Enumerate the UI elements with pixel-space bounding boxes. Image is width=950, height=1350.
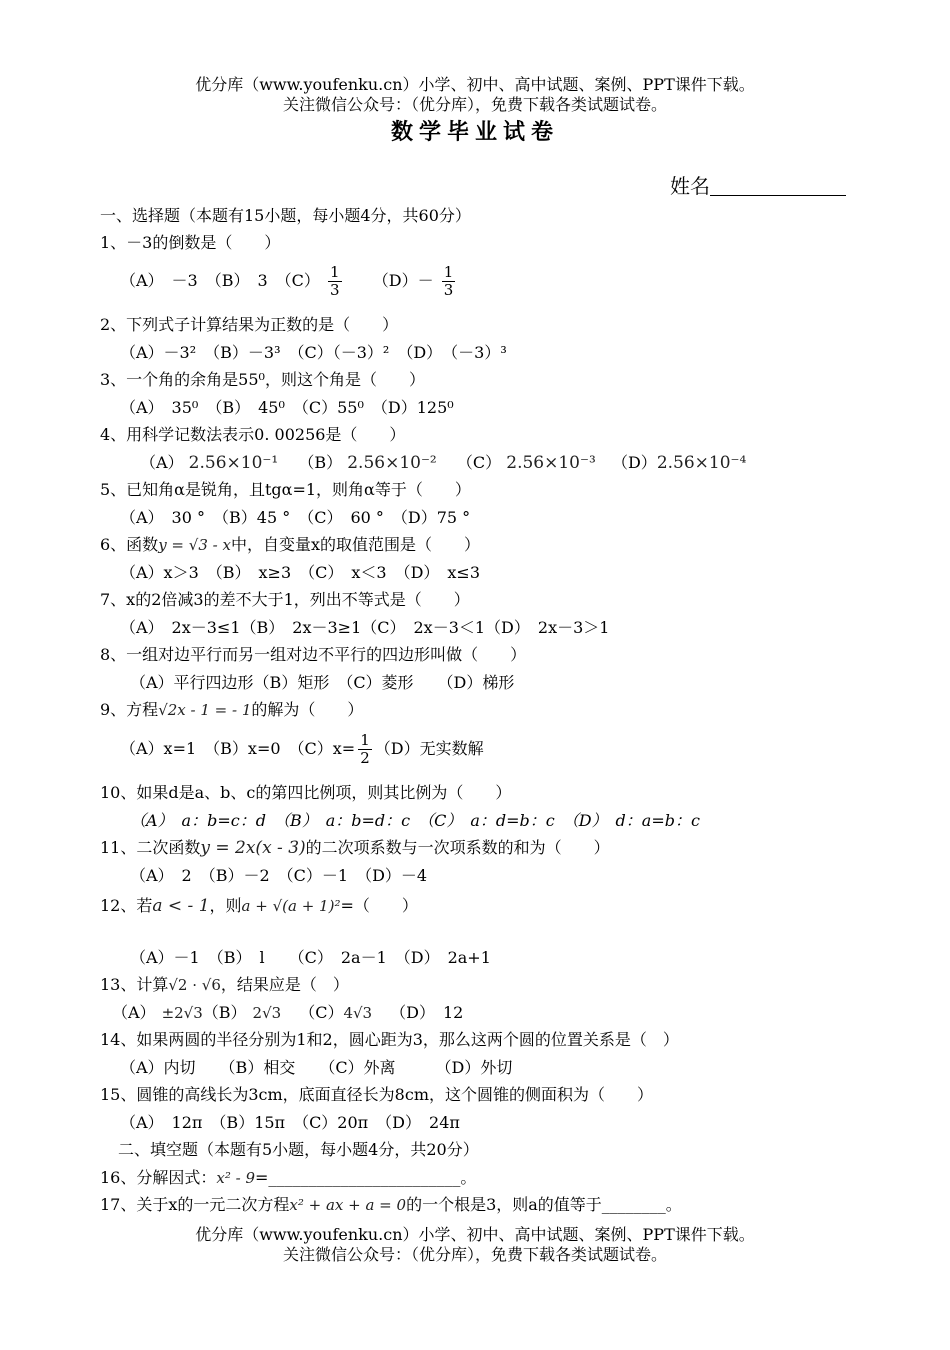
q15-options: （A） 12π （B）15π （C）20π （D） 24π <box>120 1113 460 1132</box>
q6-stem: 6、函数y = √3 - x中，自变量x的取值范围是（ ） <box>100 535 480 554</box>
name-label: 姓名 <box>670 174 710 198</box>
q10-options: （A） a：b=c：d （B） a：b=d：c （C） a：d=b：c （D） d：a=b：c <box>130 811 700 830</box>
footer-line-1: 优分库（www.youfenku.cn）小学、初中、高中试题、案例、PPT课件下载。 <box>195 1225 755 1244</box>
q14-options: （A）内切 （B）相交 （C）外离 （D）外切 <box>120 1058 513 1077</box>
q12-options: （A）－1 （B） l （C） 2a－1 （D） 2a+1 <box>130 948 491 967</box>
q7-options: （A） 2x－3≤1（B） 2x－3≥1（C） 2x－3＜1（D） 2x－3＞1 <box>120 618 610 637</box>
q1-c-fraction: $\frac{1}{3}$ <box>330 263 340 299</box>
header-line-1: 优分库（www.youfenku.cn）小学、初中、高中试题、案例、PPT课件下载。 <box>195 75 755 94</box>
header-line-2: 关注微信公众号：（优分库），免费下载各类试题试卷。 <box>282 95 667 114</box>
q13-stem: 13、计算√2 · √6，结果应是（ ） <box>100 975 349 994</box>
q2-options: （A）－3² （B）－3³ （C）（－3）² （D） （－3）³ <box>120 343 507 362</box>
q9-options: （A）x=1 （B）x=0 （C）x= $\frac{1}{2}$ （D）无实数解 <box>120 731 484 767</box>
q5-options: （A） 30 ° （B）45 ° （C） 60 ° （D）75 ° <box>120 508 471 527</box>
q6-options: （A）x＞3 （B） x≥3 （C） x＜3 （D） x≤3 <box>120 563 481 582</box>
q9-c-fraction: $\frac{1}{2}$ <box>360 731 370 767</box>
q15-stem: 15、圆锥的高线长为3cm，底面直径长为8cm，这个圆锥的侧面积为（ ） <box>100 1085 653 1104</box>
q6-expression: y = √3 - x <box>158 536 231 554</box>
q14-stem: 14、如果两圆的半径分别为1和2，圆心距为3，那么这两个圆的位置关系是（ ） <box>100 1030 679 1049</box>
q13-expression: √2 · √6 <box>168 976 221 994</box>
footer-line-2: 关注微信公众号：（优分库），免费下载各类试题试卷。 <box>282 1245 667 1264</box>
q8-options: （A）平行四边形（B）矩形 （C）菱形 （D）梯形 <box>130 673 515 692</box>
q4-b-value: 2.56×10⁻² <box>347 453 437 473</box>
q2-stem: 2、下列式子计算结果为正数的是（ ） <box>100 315 399 334</box>
q5-stem: 5、已知角α是锐角，且tgα=1，则角α等于（ ） <box>100 480 471 499</box>
section-1-heading: 一、选择题（本题有15小题，每小题4分，共60分） <box>100 206 471 225</box>
q1-stem: 1、－3的倒数是（ ） <box>100 233 281 252</box>
q11-expression: y = 2x(x - 3) <box>200 838 306 858</box>
q9-expression: √2x - 1 = - 1 <box>158 701 252 719</box>
q13-a-value: ±2√3 <box>161 1004 203 1022</box>
q3-options: （A） 35⁰ （B） 45⁰ （C）55⁰ （D）125⁰ <box>120 398 454 417</box>
q4-a-value: 2.56×10⁻¹ <box>188 453 279 473</box>
q4-stem: 4、用科学记数法表示0. 00256是（ ） <box>100 425 406 444</box>
q12-expression: a + √(a + 1)² <box>241 897 341 915</box>
q13-options: （A） ±2√3（B） 2√3 （C）4√3 （D） 12 <box>112 1003 464 1022</box>
q3-stem: 3、一个角的余角是55⁰，则这个角是（ ） <box>100 370 425 389</box>
q11-options: （A） 2 （B）－2 （C）－1 （D）－4 <box>130 866 428 885</box>
section-2-heading: 二、填空题（本题有5小题，每小题4分，共20分） <box>118 1140 479 1159</box>
name-blank[interactable] <box>710 177 846 196</box>
q9-stem: 9、方程√2x - 1 = - 1的解为（ ） <box>100 700 364 719</box>
q12-stem: 12、若a < - 1，则a + √(a + 1)²=（ ） <box>100 896 418 916</box>
q4-d-value: 2.56×10⁻⁴ <box>656 453 747 473</box>
q4-options: （A） 2.56×10⁻¹ （B） 2.56×10⁻² （C） 2.56×10⁻³ （D）2.56×10⁻⁴ <box>140 453 747 473</box>
q4-c-value: 2.56×10⁻³ <box>506 453 596 473</box>
q17-stem: 17、关于x的一元二次方程x² + ax + a = 0的一个根是3，则a的值等于________。 <box>100 1195 682 1214</box>
q1-options: （A） －3 （B） 3 （C） $\frac{1}{3}$ （D）－ $\frac{1}{3}$ <box>120 263 454 299</box>
q12-condition: a < - 1 <box>152 896 210 916</box>
q16-stem: 16、分解因式：x² - 9=________________________。 <box>100 1168 477 1187</box>
q17-expression: x² + ax + a = 0 <box>289 1196 407 1214</box>
q16-expression: x² - 9 <box>216 1169 255 1187</box>
q13-b-value: 2√3 <box>252 1004 282 1022</box>
q11-stem: 11、二次函数y = 2x(x - 3)的二次项系数与一次项系数的和为（ ） <box>100 838 610 858</box>
name-field <box>670 176 846 196</box>
q10-stem: 10、如果d是a、b、c的第四比例项，则其比例为（ ） <box>100 783 512 802</box>
page-title: 数学毕业试卷 <box>390 119 559 145</box>
q7-stem: 7、x的2倍减3的差不大于1，列出不等式是（ ） <box>100 590 470 609</box>
q1-d-fraction: $\frac{1}{3}$ <box>443 263 454 299</box>
q8-stem: 8、一组对边平行而另一组对边不平行的四边形叫做（ ） <box>100 645 527 664</box>
q13-c-value: 4√3 <box>343 1004 373 1022</box>
